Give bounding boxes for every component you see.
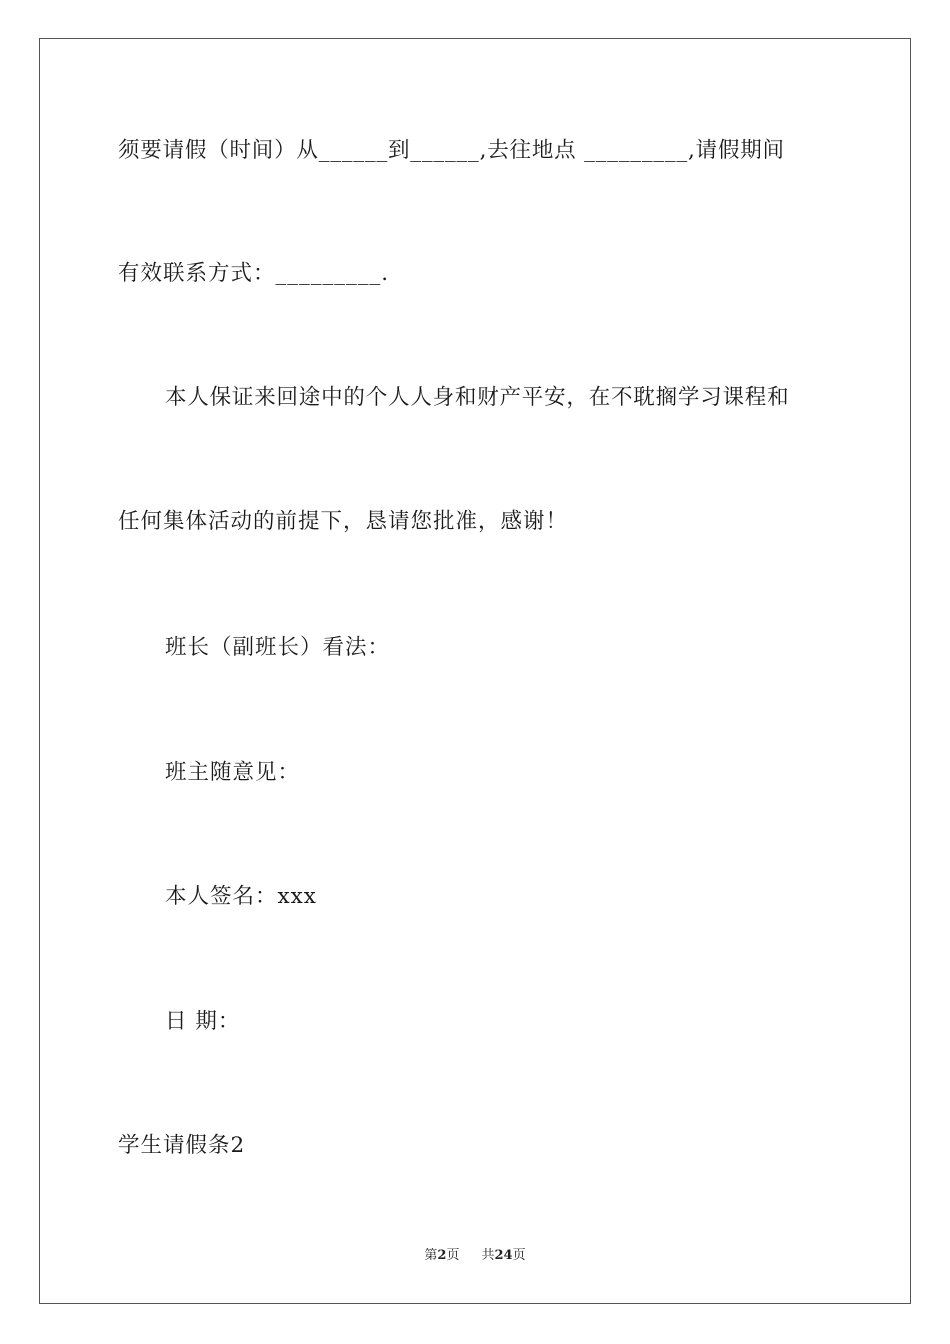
date-line: 日 期： <box>165 1009 241 1034</box>
footer-total-prefix: 共 <box>481 1248 495 1263</box>
footer-page-prefix: 第 <box>424 1248 438 1263</box>
head-teacher-opinion-label: 班主随意见： <box>165 760 301 785</box>
footer-page-suffix: 页 <box>446 1248 460 1263</box>
footer-total-suffix: 页 <box>512 1248 526 1263</box>
paragraph-safety-guarantee: 本人保证来回途中的个人人身和财产平安，在不耽搁学习课程和 <box>165 385 790 410</box>
footer-total-pages: 24 <box>494 1248 513 1263</box>
footer-page-number: 2 <box>437 1248 447 1263</box>
page-border <box>39 38 911 1304</box>
paragraph-contact-info: 有效联系方式：_________. <box>118 261 390 286</box>
monitor-opinion-label: 班长（副班长）看法： <box>165 635 391 660</box>
paragraph-approval-request: 任何集体活动的前提下，恳请您批准，感谢！ <box>118 509 569 534</box>
page-footer <box>0 1247 950 1265</box>
section-heading: 学生请假条2 <box>118 1133 246 1158</box>
signature-line: 本人签名：xxx <box>165 884 317 909</box>
paragraph-leave-time-location: 须要请假（时间）从______到______,去往地点 _________,请假期间 <box>118 138 785 163</box>
